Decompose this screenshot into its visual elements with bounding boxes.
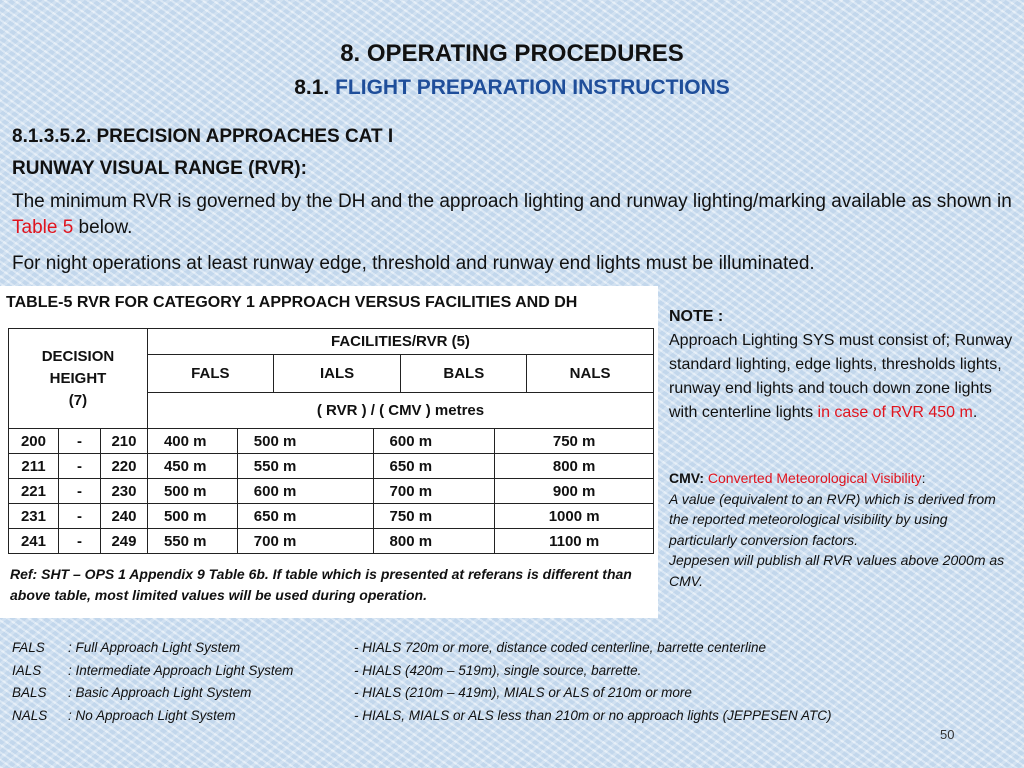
paragraph-rvr <box>12 189 1012 241</box>
cell-bals: 600 m <box>373 429 495 454</box>
note-body <box>669 329 1019 425</box>
cmv-definition-text: A value (equivalent to an RVR) which is derived from the reported meteorological visibility by using particularly conversion factors. <box>669 490 996 548</box>
cell-bals: 750 m <box>373 504 495 529</box>
cell-nals: 1000 m <box>495 504 654 529</box>
cell-fals: 500 m <box>147 479 237 504</box>
cell-bals: 800 m <box>373 529 495 554</box>
column-header-bals: BALS <box>401 355 527 393</box>
cell-fals: 400 m <box>147 429 237 454</box>
dh-to: 220 <box>100 454 147 479</box>
dh-dash: - <box>58 479 100 504</box>
cmv-colon: : <box>921 470 926 486</box>
table-row <box>9 429 654 454</box>
note-end: . <box>972 404 978 421</box>
legend-row <box>12 685 1012 708</box>
column-header-fals: FALS <box>147 355 273 393</box>
cell-ials: 550 m <box>237 454 373 479</box>
dh-dash: - <box>58 529 100 554</box>
cmv-label: CMV: <box>669 470 704 486</box>
section-number-title: 8.1.3.5.2. PRECISION APPROACHES CAT I <box>12 126 394 147</box>
dh-to: 249 <box>100 529 147 554</box>
legend-row <box>12 640 1012 663</box>
dh-to: 230 <box>100 479 147 504</box>
legend-abbr: NALS <box>12 707 48 723</box>
cell-ials: 650 m <box>237 504 373 529</box>
cell-nals: 750 m <box>495 429 654 454</box>
cmv-term: Converted Meteorological Visibility <box>707 470 922 486</box>
table-row <box>9 454 654 479</box>
legend-detail: - HIALS 720m or more, distance coded centerline, barrette centerline <box>354 640 766 655</box>
legend-abbr: FALS <box>12 640 45 655</box>
decision-height-header: DECISION HEIGHT (7) <box>9 329 148 429</box>
cell-nals: 800 m <box>495 454 654 479</box>
rvr-table <box>8 328 654 554</box>
dh-from: 241 <box>9 529 59 554</box>
dh-from: 211 <box>9 454 59 479</box>
table-row <box>9 529 654 554</box>
cell-nals: 1100 m <box>495 529 654 554</box>
table-title: TABLE-5 RVR FOR CATEGORY 1 APPROACH VERSUS FACILITIES AND DH <box>6 294 578 311</box>
cell-ials: 600 m <box>237 479 373 504</box>
subtitle-text: FLIGHT PREPARATION INSTRUCTIONS <box>335 76 730 99</box>
column-header-nals: NALS <box>527 355 654 393</box>
legend-abbr: BALS <box>12 685 47 700</box>
cell-fals: 450 m <box>147 454 237 479</box>
units-row: ( RVR ) / ( CMV ) metres <box>147 393 653 429</box>
legend-detail: - HIALS, MIALS or ALS less than 210m or no approach lights (JEPPESEN ATC) <box>354 707 832 723</box>
cell-ials: 700 m <box>237 529 373 554</box>
cell-bals: 700 m <box>373 479 495 504</box>
dh-from: 231 <box>9 504 59 529</box>
dh-from: 200 <box>9 429 59 454</box>
legend-row <box>12 663 1012 686</box>
table-row <box>9 504 654 529</box>
note-highlight: in case of RVR 450 m <box>817 404 973 421</box>
legend-abbr: IALS <box>12 662 42 678</box>
section-heading: RUNWAY VISUAL RANGE (RVR): <box>12 158 307 179</box>
legend-row <box>12 708 1012 731</box>
para1-text: The minimum RVR is governed by the DH and the approach lighting and runway lighting/marking available as shown in <box>12 191 1012 212</box>
cmv-heading <box>669 468 1014 489</box>
column-header-ials: IALS <box>273 355 401 393</box>
legend-desc: : Intermediate Approach Light System <box>68 662 294 678</box>
cmv-jeppesen-text: Jeppesen will publish all RVR values above 2000m as CMV. <box>669 552 1005 589</box>
para1-end: below. <box>73 217 133 238</box>
slide-subtitle <box>0 76 1024 100</box>
dh-dash: - <box>58 454 100 479</box>
legend-detail: - HIALS (210m – 419m), MIALS or ALS of 210m or more <box>354 685 692 700</box>
table-panel <box>0 286 658 618</box>
legend-desc: : No Approach Light System <box>68 707 236 723</box>
dh-from: 221 <box>9 479 59 504</box>
paragraph-night-ops: For night operations at least runway edge, threshold and runway end lights must be illuminated. <box>12 253 815 274</box>
page-number: 50 <box>940 727 955 742</box>
table-row <box>9 479 654 504</box>
table-5-reference: Table 5 <box>12 217 74 238</box>
note-title: NOTE : <box>669 308 724 325</box>
slide-title: 8. OPERATING PROCEDURES <box>340 40 684 67</box>
table-reference-note: Ref: SHT – OPS 1 Appendix 9 Table 6b. If table which is presented at referans is different than above table, most limited values will be used during operation. <box>10 566 632 603</box>
note-box <box>669 305 1019 425</box>
abbreviation-legend <box>12 640 1012 730</box>
dh-dash: - <box>58 429 100 454</box>
legend-detail: - HIALS (420m – 519m), single source, barrette. <box>354 662 642 678</box>
dh-to: 210 <box>100 429 147 454</box>
note-text: Approach Lighting SYS must consist of; Runway standard lighting, edge lights, thresholds lights, runway end lights and touch down zone lights with centerline lights <box>669 332 1013 421</box>
subtitle-number: 8.1. <box>294 76 330 99</box>
cell-fals: 500 m <box>147 504 237 529</box>
cmv-definition <box>669 468 1014 591</box>
cell-ials: 500 m <box>237 429 373 454</box>
cell-fals: 550 m <box>147 529 237 554</box>
legend-desc: : Basic Approach Light System <box>68 685 252 700</box>
cell-nals: 900 m <box>495 479 654 504</box>
dh-to: 240 <box>100 504 147 529</box>
facilities-header: FACILITIES/RVR (5) <box>147 329 653 355</box>
cell-bals: 650 m <box>373 454 495 479</box>
dh-dash: - <box>58 504 100 529</box>
legend-desc: : Full Approach Light System <box>68 640 241 655</box>
